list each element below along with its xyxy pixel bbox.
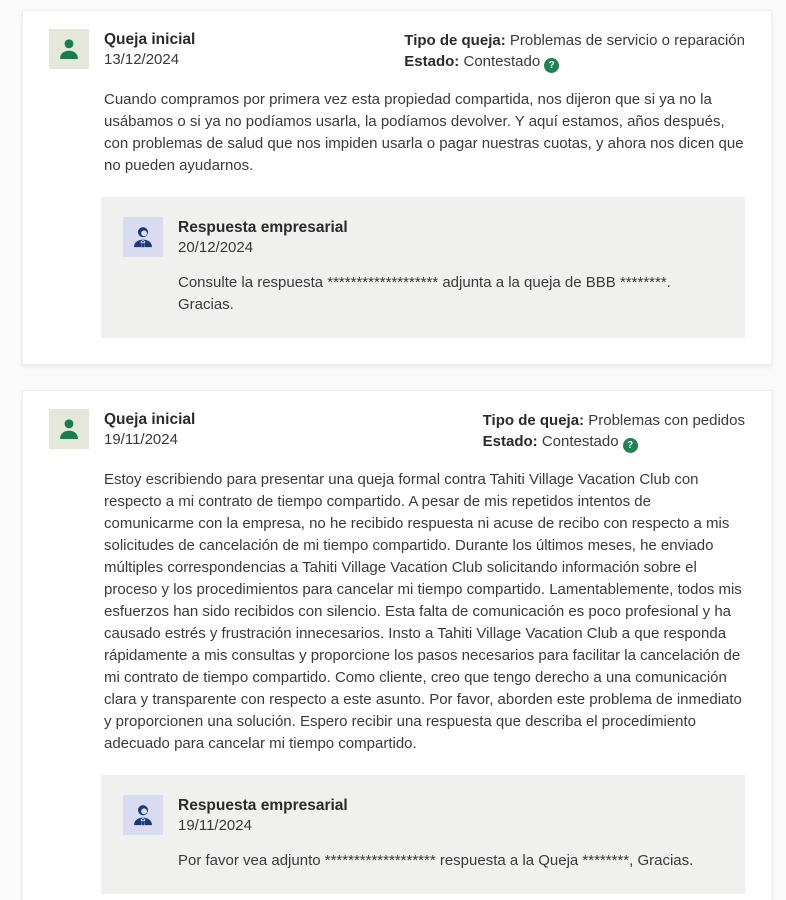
complaint-type-value: Problemas con pedidos — [588, 412, 745, 429]
help-icon[interactable]: ? — [544, 58, 559, 73]
complaint-body: Cuando compramos por primera vez esta propiedad compartida, nos dijeron que si ya no la usábamos o si ya no podíamos usarla, la podíamos devolver. Y aquí estamos, años después, con problemas de salud que nos impiden usarla o pagar nuestras cuotas, y ahora nos dicen que no pueden ayudarnos. — [104, 91, 744, 174]
help-icon[interactable]: ? — [623, 438, 638, 453]
complaint-meta — [404, 29, 745, 73]
consumer-avatar — [49, 29, 89, 69]
business-response-box — [101, 197, 745, 338]
complaint-card — [22, 390, 772, 900]
complaints-page — [0, 10, 786, 900]
complaint-status-value: Contestado — [541, 433, 619, 450]
complaint-header — [49, 29, 745, 73]
response-title-block — [178, 217, 348, 258]
response-header — [123, 217, 723, 258]
complaint-title: Queja inicial — [104, 411, 196, 428]
complaint-status-label: Estado: — [404, 53, 460, 70]
complaint-type-label: Tipo de queja: — [482, 412, 585, 429]
complaint-title: Queja inicial — [104, 31, 196, 48]
response-title-block — [178, 795, 348, 836]
response-date: 19/11/2024 — [178, 817, 252, 834]
response-title: Respuesta empresarial — [178, 219, 348, 236]
complaint-type-row — [404, 30, 745, 51]
complaint-date: 13/12/2024 — [104, 51, 180, 68]
consumer-avatar — [49, 409, 89, 449]
business-avatar — [123, 795, 163, 835]
complaint-type-label: Tipo de queja: — [404, 32, 506, 49]
response-title: Respuesta empresarial — [178, 797, 348, 814]
complaint-title-block — [104, 29, 195, 70]
complaint-status-label: Estado: — [482, 433, 538, 450]
person-icon — [56, 36, 82, 62]
complaint-status-row — [483, 431, 745, 453]
business-response-box — [101, 775, 745, 894]
response-body: Consulte la respuesta ******************* adjunta a la queja de BBB ********. Gracias. — [178, 274, 671, 313]
person-icon — [56, 416, 82, 442]
complaint-title-block — [104, 409, 195, 450]
complaint-header — [49, 409, 745, 453]
complaint-type-value: Problemas de servicio o reparación — [509, 32, 745, 49]
complaint-date: 19/11/2024 — [104, 431, 178, 448]
complaint-meta — [483, 409, 745, 453]
business-avatar — [123, 217, 163, 257]
response-header — [123, 795, 723, 836]
complaint-status-row — [404, 51, 745, 73]
response-body: Por favor vea adjunto ******************* respuesta a la Queja ********, Gracias. — [178, 852, 694, 869]
response-date: 20/12/2024 — [178, 239, 254, 256]
businessperson-icon — [130, 802, 156, 828]
complaint-body: Estoy escribiendo para presentar una queja formal contra Tahiti Village Vacation Club con respecto a mi contrato de tiempo compartido. A pesar de mis repetidos intentos de comunicarme con la empresa, no he recibido respuesta ni acuse de recibo con respecto a mis solicitudes de cancelación de mi tiempo compartido. Durante los últimos meses, he enviado múltiples correspondencias a Tahiti Village Vacation Club solicitando información sobre el proceso y los procedimientos para cancelar mi tiempo compartido. Lamentablemente, todos mis esfuerzos han sido recibidos con silencio. Esta falta de comunicación es poco profesional y ha causado estrés y frustración innecesarios. Insto a Tahiti Village Vacation Club a que responda rápidamente a mis consultas y proporcione los pasos necesarios para facilitar la cancelación de mi contrato de tiempo compartido. Como cliente, creo que tengo derecho a una comunicación clara y transparente con respecto a este asunto. Por favor, aborden este problema de inmediato y proporcionen una solución. Espero recibir una respuesta que describa el procedimiento adecuado para cancelar mi tiempo compartido. — [104, 471, 742, 752]
complaint-status-value: Contestado — [463, 53, 541, 70]
complaint-card — [22, 10, 772, 365]
businessperson-icon — [130, 224, 156, 250]
complaint-type-row — [483, 410, 745, 431]
